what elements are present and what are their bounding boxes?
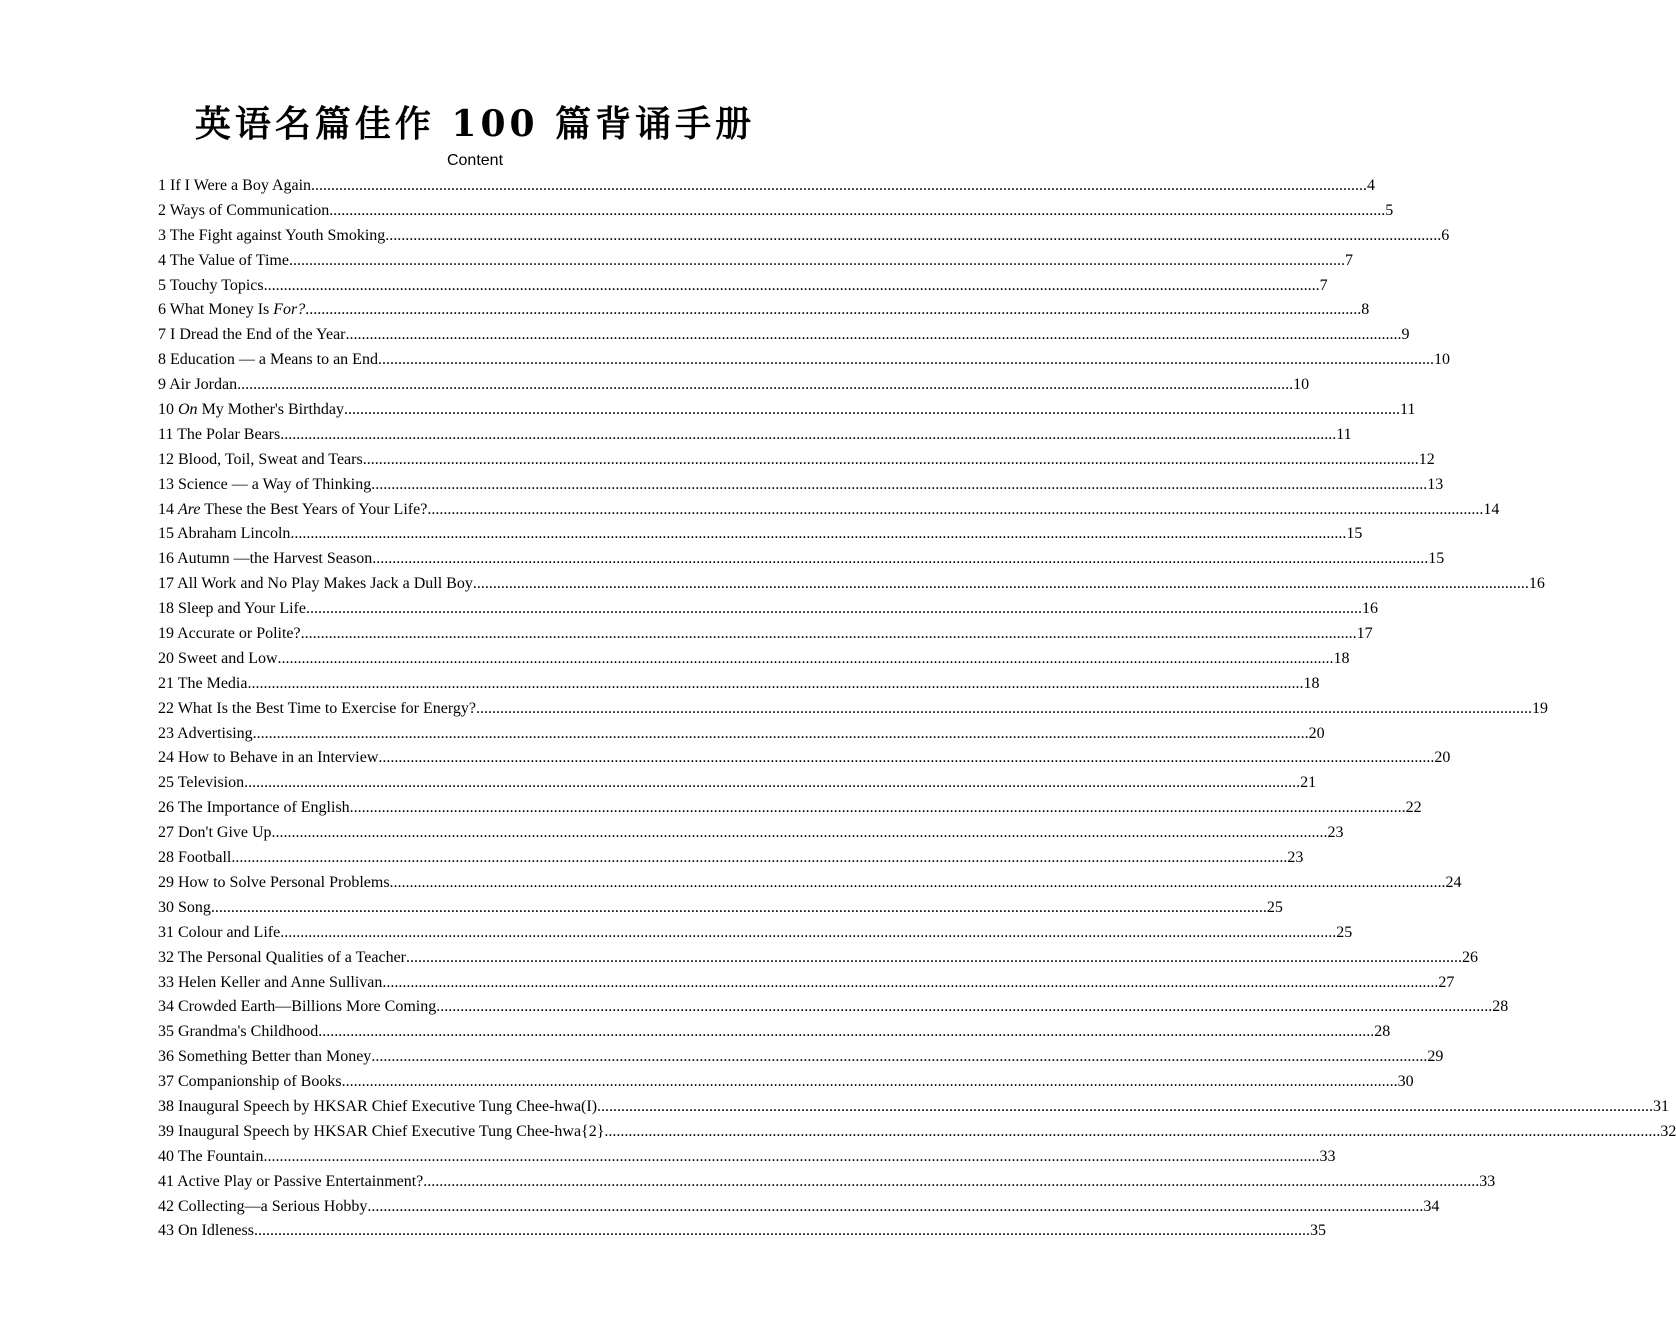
- toc-dot-leader: [390, 871, 1446, 896]
- toc-dot-leader: [367, 1195, 1423, 1220]
- contents-heading: Content: [446, 152, 504, 169]
- toc-entry-title-text: Sleep and Your Life: [178, 600, 306, 618]
- toc-dot-leader: [382, 971, 1438, 996]
- toc-entry-title-text: Football: [178, 849, 232, 867]
- toc-entry-page-number: 19: [1532, 699, 1549, 717]
- toc-entry-title: [158, 796, 350, 821]
- toc-entry-page-number: 5: [1385, 201, 1394, 219]
- toc-entry-page-number: 18: [1333, 649, 1350, 667]
- toc-entry-number: 34: [158, 998, 174, 1016]
- toc-entry[interactable]: [158, 672, 1320, 697]
- toc-entry[interactable]: [158, 921, 1353, 946]
- toc-entry-number: 11: [158, 425, 174, 443]
- toc-entry[interactable]: [158, 1120, 1676, 1145]
- toc-entry-title: [158, 896, 211, 921]
- toc-entry-page-number: 23: [1327, 824, 1344, 842]
- toc-entry-title-text: Education — a Means to an End: [170, 351, 378, 369]
- toc-dot-leader: [305, 298, 1361, 323]
- toc-entry-title: [158, 846, 231, 871]
- toc-entry-title-text: All Work and No Play Makes Jack a Dull Boy: [177, 575, 473, 593]
- toc-entry-title-text: The Polar Bears: [177, 425, 281, 443]
- toc-entry-title: [158, 473, 371, 498]
- toc-entry-number: 5: [158, 276, 166, 294]
- toc-entry-title-text: Accurate or Polite?: [177, 625, 301, 643]
- toc-entry[interactable]: [158, 647, 1350, 672]
- toc-entry[interactable]: [158, 946, 1478, 971]
- toc-dot-leader: [378, 746, 1434, 771]
- toc-entry-title: [158, 672, 247, 697]
- toc-entry-number: 20: [158, 649, 174, 667]
- toc-entry-title: [158, 174, 311, 199]
- toc-entry-title: [158, 199, 329, 224]
- toc-entry-title: [158, 1195, 367, 1220]
- toc-entry-number: 28: [158, 849, 174, 867]
- toc-entry-number: 37: [158, 1073, 174, 1091]
- toc-entry-page-number: 16: [1361, 600, 1378, 618]
- toc-entry-page-number: 14: [1483, 500, 1500, 518]
- toc-entry-title-text: The Importance of English: [177, 799, 350, 817]
- toc-entry-number: 25: [158, 774, 174, 792]
- toc-entry-page-number: 35: [1309, 1222, 1326, 1240]
- toc-dot-leader: [264, 274, 1320, 299]
- toc-dot-leader: [211, 896, 1267, 921]
- toc-entry[interactable]: [158, 398, 1416, 423]
- toc-entry[interactable]: [158, 1095, 1670, 1120]
- toc-entry[interactable]: [158, 224, 1450, 249]
- toc-entry-page-number: 21: [1300, 774, 1317, 792]
- toc-entry-page-number: 25: [1336, 923, 1353, 941]
- toc-entry-number: 31: [158, 923, 174, 941]
- toc-entry-title: [158, 522, 290, 547]
- toc-entry-number: 27: [158, 824, 174, 842]
- toc-entry-page-number: 15: [1428, 550, 1445, 568]
- toc-entry-title: [158, 323, 346, 348]
- toc-entry-number: 41: [158, 1172, 174, 1190]
- toc-entry-number: 39: [158, 1122, 174, 1140]
- toc-entry-page-number: 22: [1405, 799, 1422, 817]
- toc-dot-leader: [318, 1020, 1374, 1045]
- toc-dot-leader: [363, 448, 1419, 473]
- toc-entry-title-text: Colour and Life: [178, 923, 281, 941]
- toc-entry-title: [158, 1070, 342, 1095]
- toc-entry-title-text: How to Solve Personal Problems: [178, 873, 390, 891]
- toc-entry-title-text: The Media: [177, 674, 248, 692]
- toc-entry-number: 43: [158, 1222, 174, 1240]
- toc-entry-title-text: What Money Is: [169, 301, 274, 319]
- toc-entry-number: 9: [158, 376, 166, 394]
- document-title: 英语名篇佳作 100 篇背诵手册: [194, 103, 756, 145]
- toc-dot-leader: [329, 199, 1385, 224]
- toc-entry[interactable]: [158, 373, 1310, 398]
- toc-entry-title: [158, 821, 272, 846]
- toc-dot-leader: [371, 1045, 1427, 1070]
- toc-entry-page-number: 17: [1356, 625, 1373, 643]
- toc-entry-title-text: Inaugural Speech by HKSAR Chief Executive Tung Chee-hwa(I): [178, 1097, 598, 1115]
- toc-entry-title: [158, 1145, 263, 1170]
- toc-entry-title-text: Autumn —the Harvest Season: [177, 550, 373, 568]
- toc-entry[interactable]: [158, 846, 1304, 871]
- toc-entry-title-text: Don't Give Up: [178, 824, 272, 842]
- toc-entry[interactable]: [158, 746, 1451, 771]
- toc-entry-title-text: Collecting—a Serious Hobby: [178, 1197, 368, 1215]
- toc-dot-leader: [254, 1219, 1310, 1244]
- toc-entry-number: 3: [158, 226, 166, 244]
- toc-entry-title-text: Blood, Toil, Sweat and Tears: [178, 450, 363, 468]
- toc-entry-title-text: Ways of Communication: [169, 201, 330, 219]
- toc-entry-page-number: 30: [1397, 1073, 1414, 1091]
- toc-entry-page-number: 34: [1423, 1197, 1440, 1215]
- toc-entry-number: 4: [158, 251, 166, 269]
- toc-entry-title-text: Active Play or Passive Entertainment?: [177, 1172, 424, 1190]
- toc-entry-title-text: On Idleness: [178, 1222, 254, 1240]
- toc-dot-leader: [311, 174, 1367, 199]
- toc-entry-title: [158, 298, 305, 323]
- toc-entry[interactable]: [158, 597, 1378, 622]
- toc-dot-leader: [346, 323, 1402, 348]
- toc-entry-page-number: 12: [1418, 450, 1435, 468]
- toc-entry-title-text: What Is the Best Time to Exercise for Energy?: [177, 699, 477, 717]
- toc-entry-title-italic: Are: [178, 500, 201, 518]
- toc-dot-leader: [231, 846, 1287, 871]
- toc-entry-title: [158, 622, 301, 647]
- toc-entry-title: [158, 373, 237, 398]
- toc-entry-number: 16: [158, 550, 174, 568]
- toc-entry-title-text: Inaugural Speech by HKSAR Chief Executive Tung Chee-hwa{2}: [178, 1122, 605, 1140]
- toc-entry-page-number: 27: [1438, 973, 1455, 991]
- toc-dot-leader: [473, 572, 1529, 597]
- toc-dot-leader: [436, 995, 1492, 1020]
- toc-entry-title: [158, 1170, 423, 1195]
- toc-dot-leader: [263, 1145, 1319, 1170]
- toc-entry-number: 8: [158, 351, 166, 369]
- toc-entry-number: 26: [158, 799, 174, 817]
- toc-dot-leader: [306, 597, 1362, 622]
- toc-entry-title-text: The Personal Qualities of a Teacher: [177, 948, 406, 966]
- toc-entry[interactable]: [158, 274, 1328, 299]
- toc-entry-title-text: Sweet and Low: [178, 649, 278, 667]
- toc-entry-title-text: These the Best Years of Your Life?: [200, 500, 428, 518]
- toc-entry-number: 23: [158, 724, 174, 742]
- toc-entry-title: [158, 498, 427, 523]
- toc-entry-number: 30: [158, 898, 174, 916]
- toc-entry-page-number: 4: [1367, 177, 1376, 194]
- toc-entry-page-number: 25: [1266, 898, 1283, 916]
- toc-dot-leader: [289, 249, 1345, 274]
- toc-entry-number: 32: [158, 948, 174, 966]
- toc-dot-leader: [280, 423, 1336, 448]
- toc-dot-leader: [342, 1070, 1398, 1095]
- toc-entry-page-number: 10: [1433, 351, 1450, 369]
- toc-entry-page-number: 18: [1303, 674, 1320, 692]
- toc-entry[interactable]: [158, 1045, 1444, 1070]
- toc-entry-title-text: How to Behave in an Interview: [178, 749, 379, 767]
- toc-entry-page-number: 8: [1361, 301, 1370, 319]
- toc-entry-title: [158, 946, 406, 971]
- toc-entry[interactable]: [158, 995, 1509, 1020]
- toc-entry[interactable]: [158, 697, 1549, 722]
- toc-entry-title: [158, 1120, 604, 1145]
- toc-entry-page-number: 33: [1479, 1172, 1496, 1190]
- toc-dot-leader: [476, 697, 1532, 722]
- toc-entry-title-text: Abraham Lincoln: [177, 525, 291, 543]
- toc-entry-title-italic: For?: [273, 301, 306, 319]
- toc-entry-number: 35: [158, 1023, 174, 1041]
- table-of-contents: [158, 174, 1676, 1244]
- toc-dot-leader: [253, 722, 1309, 747]
- toc-entry[interactable]: [158, 498, 1500, 523]
- toc-entry-title-text: Something Better than Money: [178, 1048, 372, 1066]
- toc-entry[interactable]: [158, 348, 1450, 373]
- toc-entry-title-text: Air Jordan: [169, 376, 238, 394]
- toc-entry[interactable]: [158, 473, 1444, 498]
- toc-entry[interactable]: [158, 199, 1394, 224]
- toc-entry-title: [158, 274, 264, 299]
- toc-entry-page-number: 15: [1346, 525, 1363, 543]
- toc-dot-leader: [604, 1120, 1660, 1145]
- toc-entry-title-text: Helen Keller and Anne Sullivan: [178, 973, 383, 991]
- toc-entry-title: [158, 1020, 318, 1045]
- toc-entry-title: [158, 423, 280, 448]
- toc-entry[interactable]: [158, 448, 1435, 473]
- toc-entry[interactable]: [158, 1145, 1336, 1170]
- toc-entry-page-number: 32: [1660, 1122, 1676, 1140]
- toc-entry-page-number: 28: [1492, 998, 1509, 1016]
- toc-dot-leader: [371, 473, 1427, 498]
- toc-entry-number: 13: [158, 475, 174, 493]
- toc-entry-number: 6: [158, 301, 166, 319]
- toc-entry-title: [158, 249, 289, 274]
- toc-entry-title: [158, 547, 372, 572]
- toc-entry-number: 42: [158, 1197, 174, 1215]
- toc-dot-leader: [237, 373, 1293, 398]
- toc-entry-number: 24: [158, 749, 174, 767]
- toc-dot-leader: [378, 348, 1434, 373]
- toc-entry[interactable]: [158, 771, 1317, 796]
- toc-dot-leader: [278, 647, 1334, 672]
- toc-entry-title: [158, 771, 244, 796]
- toc-entry-title-text: Song: [178, 898, 211, 916]
- toc-entry-title-text: Advertising: [177, 724, 253, 742]
- toc-entry[interactable]: [158, 622, 1373, 647]
- toc-entry-page-number: 16: [1528, 575, 1545, 593]
- toc-entry-title: [158, 1219, 254, 1244]
- toc-entry-number: 2: [158, 201, 166, 219]
- toc-entry-title-text: The Fountain: [177, 1147, 264, 1165]
- toc-entry-page-number: 13: [1427, 475, 1444, 493]
- toc-entry-page-number: 11: [1400, 401, 1416, 419]
- toc-entry[interactable]: [158, 522, 1363, 547]
- toc-entry-number: 17: [158, 575, 174, 593]
- toc-entry-title-text: Touchy Topics: [169, 276, 264, 294]
- toc-entry-number: 7: [158, 326, 166, 344]
- toc-entry-title-text: The Value of Time: [169, 251, 289, 269]
- toc-entry-title-text: Television: [177, 774, 245, 792]
- toc-dot-leader: [344, 398, 1400, 423]
- toc-entry-page-number: 7: [1319, 276, 1328, 294]
- toc-entry[interactable]: [158, 1020, 1391, 1045]
- toc-entry[interactable]: [158, 572, 1545, 597]
- toc-entry-title: [158, 971, 382, 996]
- toc-entry-title: [158, 995, 436, 1020]
- toc-entry-page-number: 20: [1434, 749, 1451, 767]
- toc-entry-page-number: 28: [1374, 1023, 1391, 1041]
- toc-entry-title: [158, 871, 390, 896]
- toc-entry-title: [158, 722, 253, 747]
- toc-entry[interactable]: [158, 871, 1462, 896]
- toc-entry-number: 21: [158, 674, 174, 692]
- toc-entry-page-number: 33: [1319, 1147, 1336, 1165]
- toc-entry-title: [158, 697, 476, 722]
- toc-entry-page-number: 29: [1427, 1048, 1444, 1066]
- toc-entry-number: 33: [158, 973, 174, 991]
- toc-entry-number: 15: [158, 525, 174, 543]
- toc-entry[interactable]: [158, 1070, 1414, 1095]
- toc-entry-page-number: 31: [1653, 1097, 1670, 1115]
- toc-entry-title: [158, 746, 378, 771]
- toc-dot-leader: [247, 672, 1303, 697]
- toc-dot-leader: [406, 946, 1462, 971]
- toc-entry-page-number: 7: [1344, 251, 1353, 269]
- toc-entry-title: [158, 597, 306, 622]
- toc-entry-title: [158, 921, 280, 946]
- toc-entry[interactable]: [158, 722, 1325, 747]
- toc-entry-number: 14: [158, 500, 174, 518]
- toc-entry-page-number: 20: [1308, 724, 1325, 742]
- toc-entry-number: 38: [158, 1097, 174, 1115]
- toc-dot-leader: [597, 1095, 1653, 1120]
- toc-dot-leader: [372, 547, 1428, 572]
- toc-entry[interactable]: [158, 423, 1352, 448]
- toc-entry[interactable]: [158, 796, 1422, 821]
- toc-entry-page-number: 10: [1293, 376, 1310, 394]
- toc-dot-leader: [301, 622, 1357, 647]
- toc-entry-title-italic: On: [178, 401, 198, 419]
- toc-entry-title: [158, 1095, 597, 1120]
- toc-entry[interactable]: [158, 174, 1376, 199]
- toc-entry-page-number: 9: [1401, 326, 1410, 344]
- toc-entry-title-text: Companionship of Books: [178, 1073, 342, 1091]
- toc-entry-title: [158, 398, 344, 423]
- toc-entry-number: 12: [158, 450, 174, 468]
- toc-entry-title-text: Grandma's Childhood: [178, 1023, 319, 1041]
- toc-entry[interactable]: [158, 323, 1410, 348]
- toc-dot-leader: [427, 498, 1483, 523]
- toc-entry-title-text: The Fight against Youth Smoking: [169, 226, 386, 244]
- toc-entry-page-number: 11: [1336, 425, 1352, 443]
- toc-dot-leader: [244, 771, 1300, 796]
- toc-entry-page-number: 24: [1445, 873, 1462, 891]
- toc-entry-title-text: Science — a Way of Thinking: [178, 475, 372, 493]
- toc-entry[interactable]: [158, 896, 1283, 921]
- toc-entry-number: 10: [158, 401, 174, 419]
- toc-entry-number: 40: [158, 1147, 174, 1165]
- toc-entry-page-number: 6: [1441, 226, 1450, 244]
- toc-entry[interactable]: [158, 1170, 1496, 1195]
- toc-entry[interactable]: [158, 821, 1344, 846]
- toc-entry-number: 36: [158, 1048, 174, 1066]
- toc-entry-number: 18: [158, 600, 174, 618]
- toc-dot-leader: [272, 821, 1328, 846]
- toc-entry[interactable]: [158, 1219, 1326, 1244]
- toc-dot-leader: [280, 921, 1336, 946]
- toc-dot-leader: [290, 522, 1346, 547]
- toc-entry[interactable]: [158, 547, 1445, 572]
- toc-entry-title-text: I Dread the End of the Year: [170, 326, 346, 344]
- toc-entry-title-text: Crowded Earth—Billions More Coming: [178, 998, 437, 1016]
- toc-entry-page-number: 26: [1462, 948, 1478, 966]
- toc-entry-number: 29: [158, 873, 174, 891]
- toc-dot-leader: [350, 796, 1406, 821]
- toc-dot-leader: [423, 1170, 1479, 1195]
- toc-dot-leader: [385, 224, 1441, 249]
- toc-entry-title: [158, 448, 363, 473]
- toc-entry[interactable]: [158, 298, 1370, 323]
- toc-entry-number: 1: [158, 177, 166, 194]
- toc-entry-title: [158, 572, 473, 597]
- toc-entry[interactable]: [158, 1195, 1440, 1220]
- toc-entry[interactable]: [158, 249, 1353, 274]
- toc-entry-number: 22: [158, 699, 174, 717]
- toc-entry-number: 19: [158, 625, 174, 643]
- toc-entry-title: [158, 348, 378, 373]
- toc-entry-title: [158, 647, 278, 672]
- toc-entry-title-text: My Mother's Birthday: [197, 401, 344, 419]
- toc-entry-page-number: 23: [1287, 849, 1304, 867]
- toc-entry-title: [158, 1045, 371, 1070]
- toc-entry-title-text: If I Were a Boy Again: [170, 177, 312, 194]
- toc-entry-title: [158, 224, 385, 249]
- toc-entry[interactable]: [158, 971, 1455, 996]
